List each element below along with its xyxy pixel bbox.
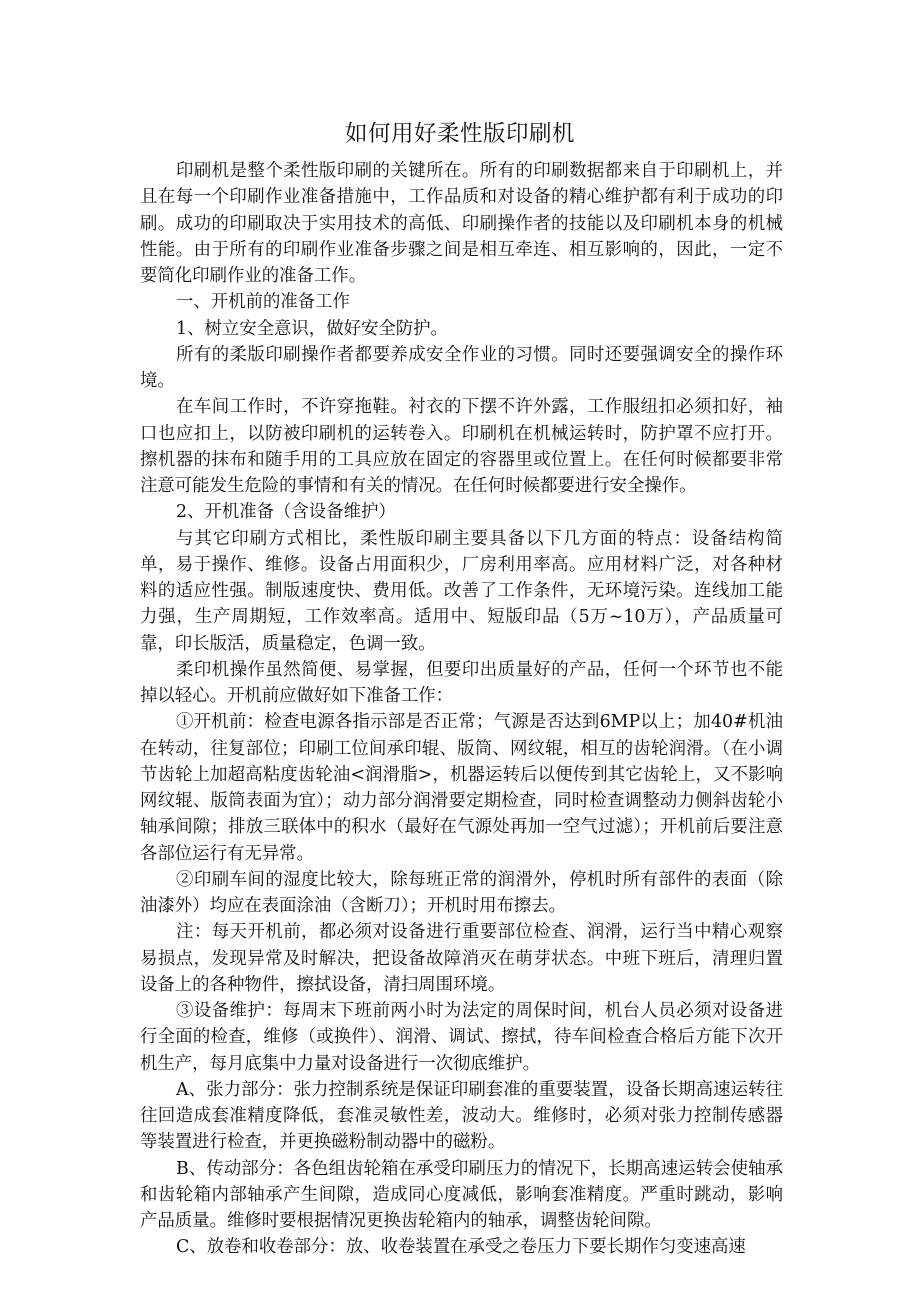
document-body [140,158,783,1261]
paragraph-humidity: ②印刷车间的湿度比较大，除每班正常的润滑外，停机时所有部件的表面（除油漆外）均应在表面涂油（含断刀）；开机时用布擦去。 [140,869,783,916]
paragraph-operation-notes: 柔印机操作虽然简便、易掌握，但要印出质量好的产品，任何一个环节也不能掉以轻心。开机前应做好如下准备工作： [140,659,783,706]
subsection-heading-safety: 1、树立安全意识，做好安全防护。 [176,318,448,339]
paragraph-before-start: ①开机前：检查电源各指示部是否正常；气源是否达到6MP以上；加40#机油在转动，往复部位；印刷工位间承印辊、版筒、网纹辊，相互的齿轮润滑。（在小调节齿轮上加超高粘度齿轮油<润滑脂>，机器运转后以便传到其它齿轮上，又不影响网纹辊、版筒表面为宜）；动力部分润滑要定期检查，同时检查调整动力侧斜齿轮小轴承间隙；排放三联体中的积水（最好在气源处再加一空气过滤）；开机前后要注意各部位运行有无异常。 [140,712,783,864]
paragraph-workshop-rules: 在车间工作时，不许穿拖鞋。衬衣的下摆不许外露，工作服纽扣必须扣好，袖口也应扣上，以防被印刷机的运转卷入。印刷机在机械运转时，防护罩不应打开。擦机器的抹布和随手用的工具应放在固定的容器里或位置上。在任何时候都要非常注意可能发生危险的事情和有关的情况。在任何时候都要进行安全操作。 [140,397,783,496]
paragraph-note: 注：每天开机前，都必须对设备进行重要部位检查、润滑，运行当中精心观察易损点，发现异常及时解决，把设备故障消灭在萌芽状态。中班下班后，清理归置设备上的各种物件，擦拭设备，清扫周围环境。 [140,922,783,995]
paragraph-flexo-features: 与其它印刷方式相比，柔性版印刷主要具备以下几方面的特点：设备结构简单，易于操作、维修。设备占用面积少，厂房利用率高。应用材料广泛，对各种材料的适应性强。制版速度快、费用低。改善了工作条件，无环境污染。连线加工能力强，生产周期短，工作效率高。适用中、短版印品（5万~10万），产品质量可靠，印长版活，质量稳定，色调一致。 [140,528,783,654]
paragraph-tension: A、张力部分：张力控制系统是保证印刷套准的重要装置，设备长期高速运转往往回造成套准精度降低，套准灵敏性差，波动大。维修时，必须对张力控制传感器等装置进行检查，并更换磁粉制动器中的磁粉。 [140,1079,783,1153]
document-title: 如何用好柔性版印刷机 [344,121,575,147]
paragraph-transmission: B、传动部分：各色组齿轮箱在承受印刷压力的情况下，长期高速运转会使轴承和齿轮箱内部轴承产生间隙，造成同心度减低，影响套准精度。严重时跳动，影响产品质量。维修时要根据情况更换齿轮箱内的轴承，调整齿轮间隙。 [140,1158,783,1231]
subsection-heading-preparation: 2、开机准备（含设备维护） [176,502,396,523]
paragraph-intro: 印刷机是整个柔性版印刷的关键所在。所有的印刷数据都来自于印刷机上，并且在每一个印刷作业准备措施中，工作品质和对设备的精心维护都有利于成功的印刷。成功的印刷取决于实用技术的高低、印刷操作者的技能以及印刷机本身的机械性能。由于所有的印刷作业准备步骤之间是相互牵连、相互影响的，因此，一定不要简化印刷作业的准备工作。 [140,161,783,286]
paragraph-safety-habit: 所有的柔版印刷操作者都要养成安全作业的习惯。同时还要强调安全的操作环境。 [140,344,783,391]
paragraph-winding: C、放卷和收卷部分：放、收卷装置在承受之卷压力下要长期作匀变速高速 [176,1237,746,1258]
paragraph-maintenance: ③设备维护：每周末下班前两小时为法定的周保时间，机台人员必须对设备进行全面的检查，维修（或换件）、润滑、调试、擦拭，待车间检查合格后方能下次开机生产，每月底集中力量对设备进行一次彻底维护。 [140,1001,783,1074]
section-heading-1: 一、开机前的准备工作 [176,292,350,313]
